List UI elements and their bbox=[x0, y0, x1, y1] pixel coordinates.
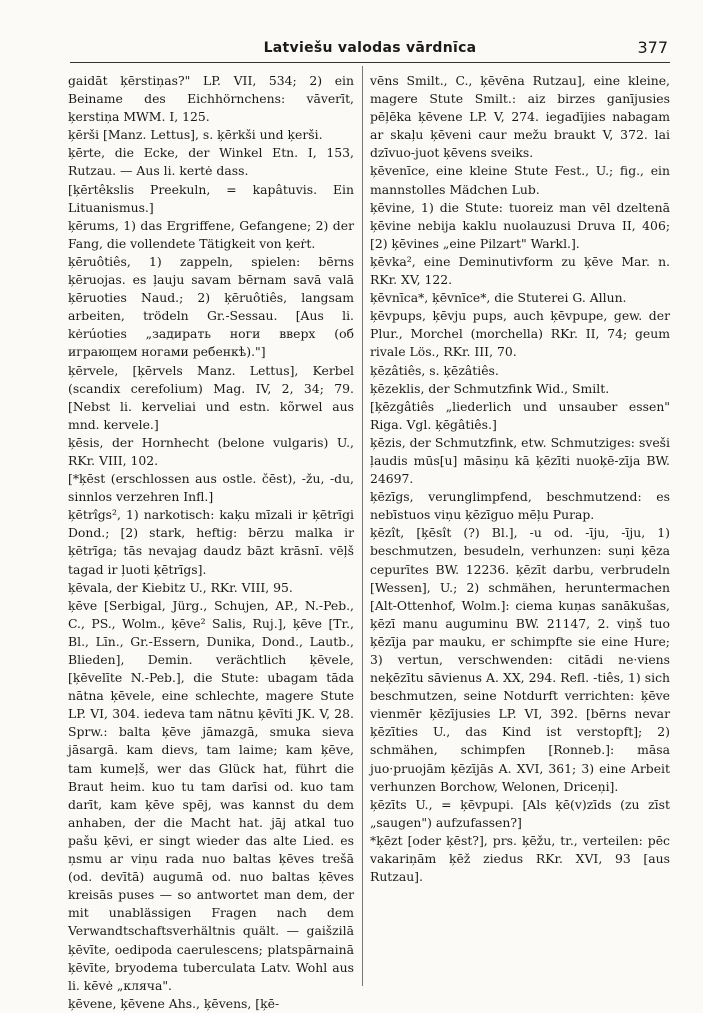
dictionary-entry: ķēvpups, ķēvju pups, auch ķēvpupe, gew. der Plur., Morchel (morchella) RKr. II, 74; geum rivale Lös., RKr. III, 70. bbox=[370, 308, 670, 360]
running-title: Latviešu valodas vārdnīca bbox=[263, 40, 477, 56]
dictionary-entry: ķēzeklis, der Schmutzfink Wid., Smilt. bbox=[370, 380, 610, 396]
dictionary-entry: ķēvnīca*, ķēvnīce*, die Stuterei G. Allun. bbox=[370, 290, 627, 306]
dictionary-entry: ķērvele, [ķērvels Manz. Lettus], Kerbel (scandix cerefolium) Mag. IV, 2, 34; 79. [Nebst li. kerveliai und estn. kõrwel aus mnd. kervele.] bbox=[68, 362, 354, 432]
dictionary-entry: [ķērtêkslis Preekuln, = kapâtuvis. Ein Lituanismus.] bbox=[68, 181, 354, 215]
dictionary-entry: gaidāt ķērstiņas?" LP. VII, 534; 2) ein Beiname des Eichhörnchens: vāverīt, ķerstiņa MWM. I, 125. bbox=[68, 73, 354, 125]
dictionary-entry: ķēzīgs, verunglimpfend, beschmutzend: es nebīstuos viņu ķēzīguo mēļu Purap. bbox=[370, 489, 670, 523]
dictionary-entry: ķēzis, der Schmutzfink, etw. Schmutziges: sveši ļaudis mūs[u] māsiņu kā ķēzīti nuoķē-zīja BW. 24697. bbox=[370, 434, 670, 487]
dictionary-entry: ķērši [Manz. Lettus], s. ķērkši und ķerši. bbox=[68, 127, 323, 143]
dictionary-entry: [ķēzgâtiês „liederlich und unsauber essen" Riga. Vgl. ķēgâtiês.] bbox=[370, 398, 670, 432]
dictionary-entry: ķērums, 1) das Ergriffene, Gefangene; 2) der Fang, die vollendete Tätigkeit von ķeṙt. bbox=[68, 217, 354, 251]
page-header bbox=[70, 36, 670, 63]
dictionary-entry: ķēvka², eine Deminutivform zu ķēve Mar. n. RKr. XV, 122. bbox=[370, 253, 670, 288]
dictionary-entry: [*ķēst (erschlossen aus ostle. čēst), -žu, -du, sinnlos verzehren Infl.] bbox=[68, 471, 354, 505]
dictionary-entry: ķēzīts U., = ķēvpupi. [Als ķē(v)zīds (zu zīst „saugen") aufzufassen?] bbox=[370, 796, 670, 830]
dictionary-entry: ķēvala, der Kiebitz U., RKr. VIII, 95. bbox=[68, 579, 293, 595]
dictionary-entry: ķēvene, ķēvene Ahs., ķēvens, [ķē- bbox=[68, 995, 280, 1011]
dictionary-entry: ķēzît, [ķēsît (?) Bl.], -u od. -īju, -īju, 1) beschmutzen, besudeln, verhunzen: suņi ķēza cepurītes BW. 12236. ķēzīt darbu, verbrudeln [Wessen], U.; 2) schmähen, heruntermachen [Alt-Ottenhof, Wolm.]: ciema kuņas sanākušas, ķēzī manu auguminu BW. 21147, 2. viņš tuo ķēzīja par mauku, er schimpfte sie eine Hure; 3) vertun, verschwenden: citādi ne·viens neķēzītu sāvienus A. XX, 294. Refl. -tiês, 1) sich beschmutzen, seine Notdurft verrichten: ķēve vienmēr ķēzījusies LP. VI, 392. [bērns nevar ķēzīties U., das Kind ist verstopft]; 2) schmähen, schimpfen [Ronneb.]: māsa juo·pruojām ķēzījās A. XVI, 361; 3) eine Arbeit verhunzen Borchow, Welonen, Driceņi]. bbox=[370, 525, 670, 794]
right-column bbox=[370, 72, 670, 997]
dictionary-entry: vēns Smilt., C., ķēvēna Rutzau], eine kleine, magere Stute Smilt.: aiz birzes ganījusies pēļēka ķēvene LP. V, 274. iegadījies nabagam ar skaļu ķēveni caur mežu braukt V, 372. lai dzīvuo-juot ķēvens sveiks. bbox=[370, 73, 670, 161]
dictionary-entry: ķēvine, 1) die Stute: tuoreiz man vēl dzeltenā ķēvine nebija kaklu nuolauzusi Druva II, 406; [2) ķēvines „eine Pilzart" Warkl.]. bbox=[370, 199, 670, 251]
left-column bbox=[68, 72, 354, 1011]
dictionary-entry: ķēvenīce, eine kleine Stute Fest., U.; fig., ein mannstolles Mädchen Lub. bbox=[370, 163, 670, 197]
page-number: 377 bbox=[637, 38, 668, 57]
dictionary-entry: ķērte, die Ecke, der Winkel Etn. I, 153, Rutzau. — Aus li. kertė dass. bbox=[68, 145, 354, 179]
dictionary-entry: ķēsis, der Hornhecht (belone vulgaris) U., RKr. VIII, 102. bbox=[68, 434, 354, 468]
column-divider bbox=[362, 66, 363, 986]
dictionary-entry: ķēve [Serbigal, Jürg., Schujen, AP., N.-Peb., C., PS., Wolm., ķēve² Salis, Ruj.], ķēve [Tr., Bl., Līn., Gr.-Essern, Dunika, Dond., Lautb., Blieden], Demin. verächtlich ķēvele, [ķēvelīte N.-Peb.], die Stute: ubagam tāda nātna ķēvele, eine schlechte, magere Stute LP. VI, 304. iedeva tam nātnu ķēvīti JK. V, 28. Sprw.: balta ķēve jāmazgā, smuka sieva jāsargā. kam dievs, tam laime; kam ķēve, tam kumeļš, wer das Glück hat, führt die Braut heim. kuo tu tam darīsi od. kuo tam darīt, kam ķēve spēj, was kannst du dem anhaben, der die Macht hat. jāj atkal tuo pašu ķēvi, er singt wieder das alte Lied. es ņsmu ar viņu rada nuo baltas ķēves trešā (od. devītā) augumā od. nuo baltas ķēves kreisās puses — so antwortet man dem, der mit unablässigen Fragen nach dem Verwandtschaftsverhältnis quält. — gaišzilā ķēvīte, oedipoda caerulescens; platspārnainā ķēvīte, bryodema tuberculata Latv. Wohl aus li. kēvė „кляча". bbox=[68, 597, 354, 993]
dictionary-entry: ķētrîgs², 1) narkotisch: kaķu mīzali ir ķētrīgi Dond.; [2) stark, heftig: bērzu malka ir ķētrīga; tās nevajag daudz bāzt krāsnī. vēļš tagad ir ļuoti ķētrīgs]. bbox=[68, 507, 354, 577]
dictionary-entry: ķēruôtiês, 1) zappeln, spielen: bērns ķēruojas. es ļauju savam bērnam savā valā ķēruoties Naud.; 2) ķēruôtiês, langsam arbeiten, trödeln Gr.-Sessau. [Aus li. kėrúoties „задирать ноги вверх (об играющем ногами ребенкѣ)."] bbox=[68, 253, 354, 360]
dictionary-entry: *ķēzt [oder ķēst?], prs. ķēžu, tr., verteilen: pēc vakariņām ķēž ziedus RKr. XVI, 93 [aus Rutzau]. bbox=[370, 832, 670, 885]
dictionary-entry: ķēzâtiês, s. ķēzâtiês. bbox=[370, 362, 499, 378]
